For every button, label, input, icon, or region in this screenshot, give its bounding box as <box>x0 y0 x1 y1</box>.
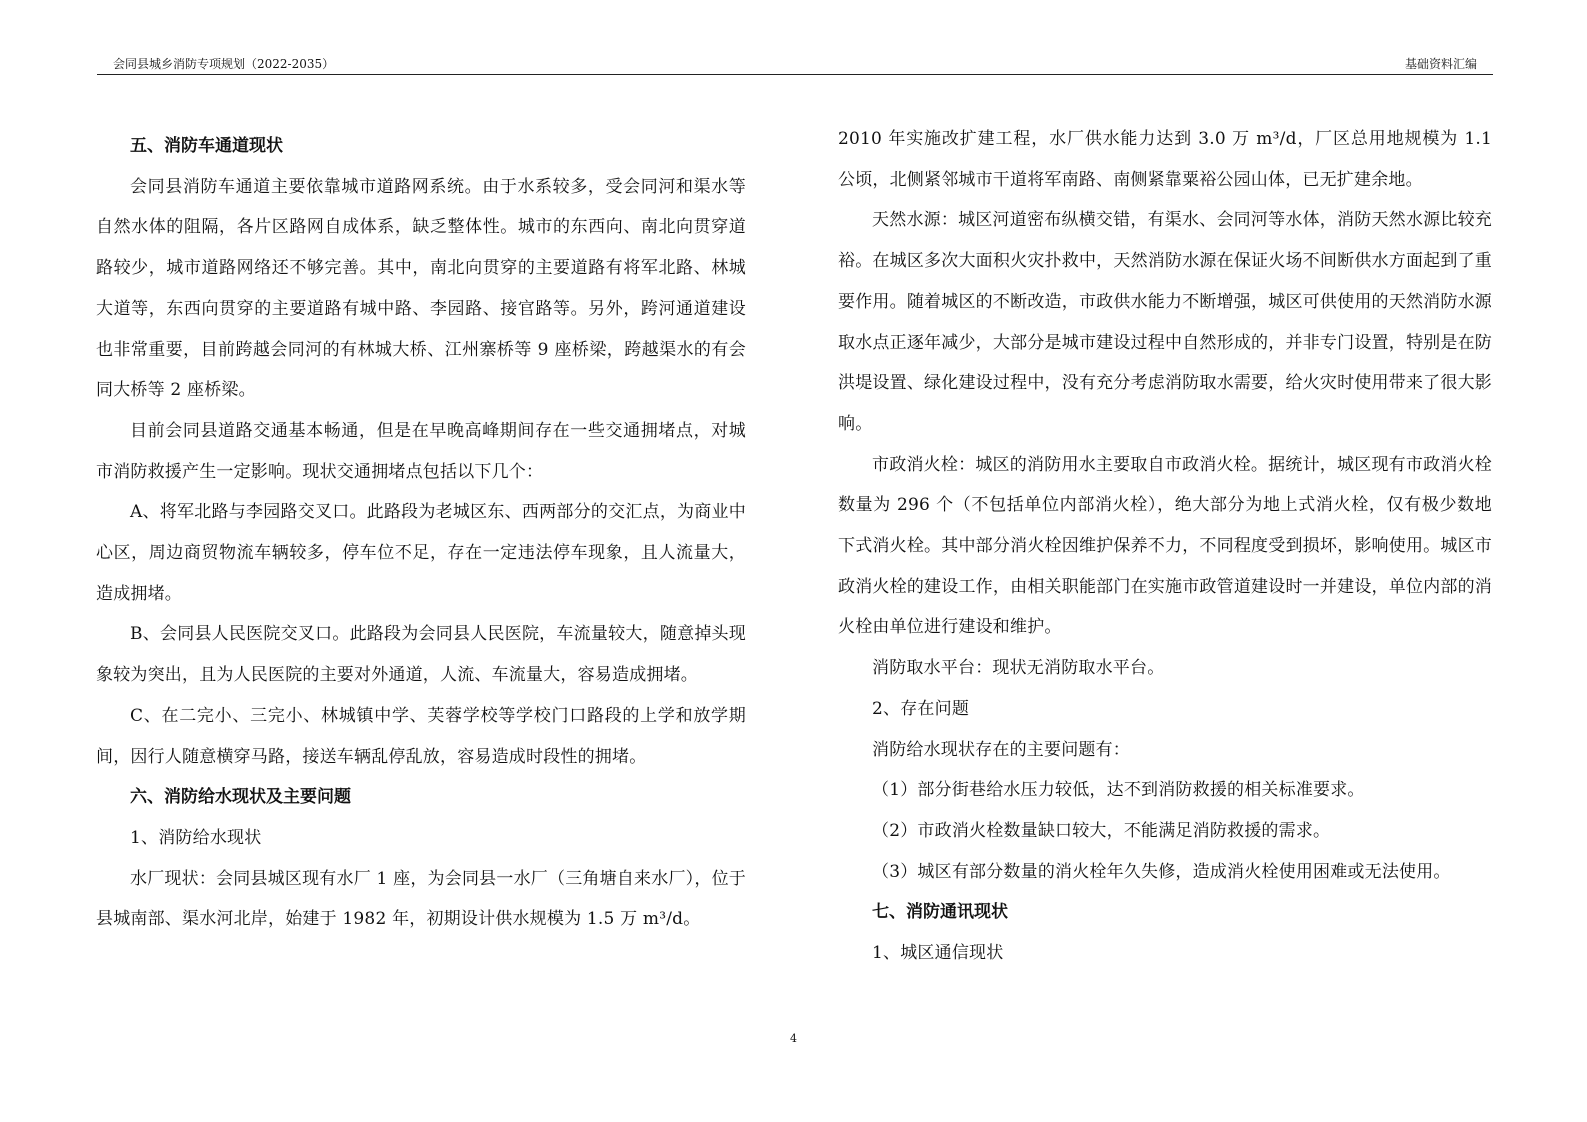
paragraph-fire-access-overview: 会同县消防车通道主要依靠城市道路网系统。由于水系较多，受会同河和渠水等自然水体的阻隔，各片区路网自成体系，缺乏整体性。城市的东西向、南北向贯穿道路较少，城市道路网络还不够完善。其中，南北向贯穿的主要道路有将军北路、林城大道等，东西向贯穿的主要道路有城中路、李园路、接官路等。另外，跨河通道建设也非常重要，目前跨越会同河的有林城大桥、江州寨桥等 9 座桥梁，跨越渠水的有会同大桥等 2 座桥梁。 <box>96 176 746 401</box>
list-item-problem-1: （1）部分街巷给水压力较低，达不到消防救援的相关标准要求。 <box>872 780 1365 801</box>
page-header <box>97 55 1493 75</box>
paragraph-water-plant-continued: 2010 年实施改扩建工程，水厂供水能力达到 3.0 万 m³/d，厂区总用地规模为 1.1 公顷，北侧紧邻城市干道将军南路、南侧紧靠粟裕公园山体，已无扩建余地。 <box>838 129 1492 190</box>
section-7-heading: 七、消防通讯现状 <box>872 902 1008 923</box>
paragraph-problems-intro: 消防给水现状存在的主要问题有： <box>872 739 1130 760</box>
paragraph-water-platform: 消防取水平台：现状无消防取水平台。 <box>872 658 1165 679</box>
paragraph-congestion-point-a: A、将军北路与李园路交叉口。此路段为老城区东、西两部分的交汇点，为商业中心区，周边商贸物流车辆较多，停车位不足，存在一定违法停车现象，且人流量大，造成拥堵。 <box>96 502 746 604</box>
section-6-heading: 六、消防给水现状及主要问题 <box>130 787 351 808</box>
paragraph-municipal-hydrant: 市政消火栓：城区的消防用水主要取自市政消火栓。据统计，城区现有市政消火栓数量为 296 个（不包括单位内部消火栓），绝大部分为地上式消火栓，仅有极少数地下式消火栓。其中部分消火栓因维护保养不力，不同程度受到损坏，影响使用。城区市政消火栓的建设工作，由相关职能部门在实施市政管道建设时一并建设，单位内部的消火栓由单位进行建设和维护。 <box>838 454 1492 638</box>
right-column <box>838 119 1492 974</box>
page-number: 4 <box>790 1032 797 1045</box>
paragraph-water-plant: 水厂现状：会同县城区现有水厂 1 座，为会同县一水厂（三角塘自来水厂），位于县城南部、渠水河北岸，始建于 1982 年，初期设计供水规模为 1.5 万 m³/d。 <box>96 868 746 930</box>
subheading-urban-communication: 1、城区通信现状 <box>872 943 1004 964</box>
header-document-title: 会同县城乡消防专项规划（2022-2035） <box>113 57 335 71</box>
left-column <box>96 126 746 940</box>
paragraph-congestion-point-c: C、在二完小、三完小、林城镇中学、芙蓉学校等学校门口路段的上学和放学期间，因行人随意横穿马路，接送车辆乱停乱放，容易造成时段性的拥堵。 <box>96 705 746 767</box>
list-item-problem-3: （3）城区有部分数量的消火栓年久失修，造成消火栓使用困难或无法使用。 <box>872 861 1451 882</box>
subheading-existing-problems: 2、存在问题 <box>872 698 970 719</box>
paragraph-traffic-congestion: 目前会同县道路交通基本畅通，但是在早晚高峰期间存在一些交通拥堵点，对城市消防救援产生一定影响。现状交通拥堵点包括以下几个： <box>96 420 746 482</box>
subheading-water-supply-status: 1、消防给水现状 <box>130 827 262 848</box>
paragraph-congestion-point-b: B、会同县人民医院交叉口。此路段为会同县人民医院，车流量较大，随意掉头现象较为突出，且为人民医院的主要对外通道，人流、车流量大，容易造成拥堵。 <box>96 624 746 686</box>
paragraph-natural-water-source: 天然水源：城区河道密布纵横交错，有渠水、会同河等水体，消防天然水源比较充裕。在城区多次大面积火灾扑救中，天然消防水源在保证火场不间断供水方面起到了重要作用。随着城区的不断改造，市政供水能力不断增强，城区可供使用的天然消防水源取水点正逐年减少，大部分是城市建设过程中自然形成的，并非专门设置，特别是在防洪堤设置、绿化建设过程中，没有充分考虑消防取水需要，给火灾时使用带来了很大影响。 <box>838 210 1492 434</box>
list-item-problem-2: （2）市政消火栓数量缺口较大，不能满足消防救援的需求。 <box>872 820 1331 841</box>
header-section-title: 基础资料汇编 <box>1404 57 1477 71</box>
section-5-heading: 五、消防车通道现状 <box>130 136 283 156</box>
